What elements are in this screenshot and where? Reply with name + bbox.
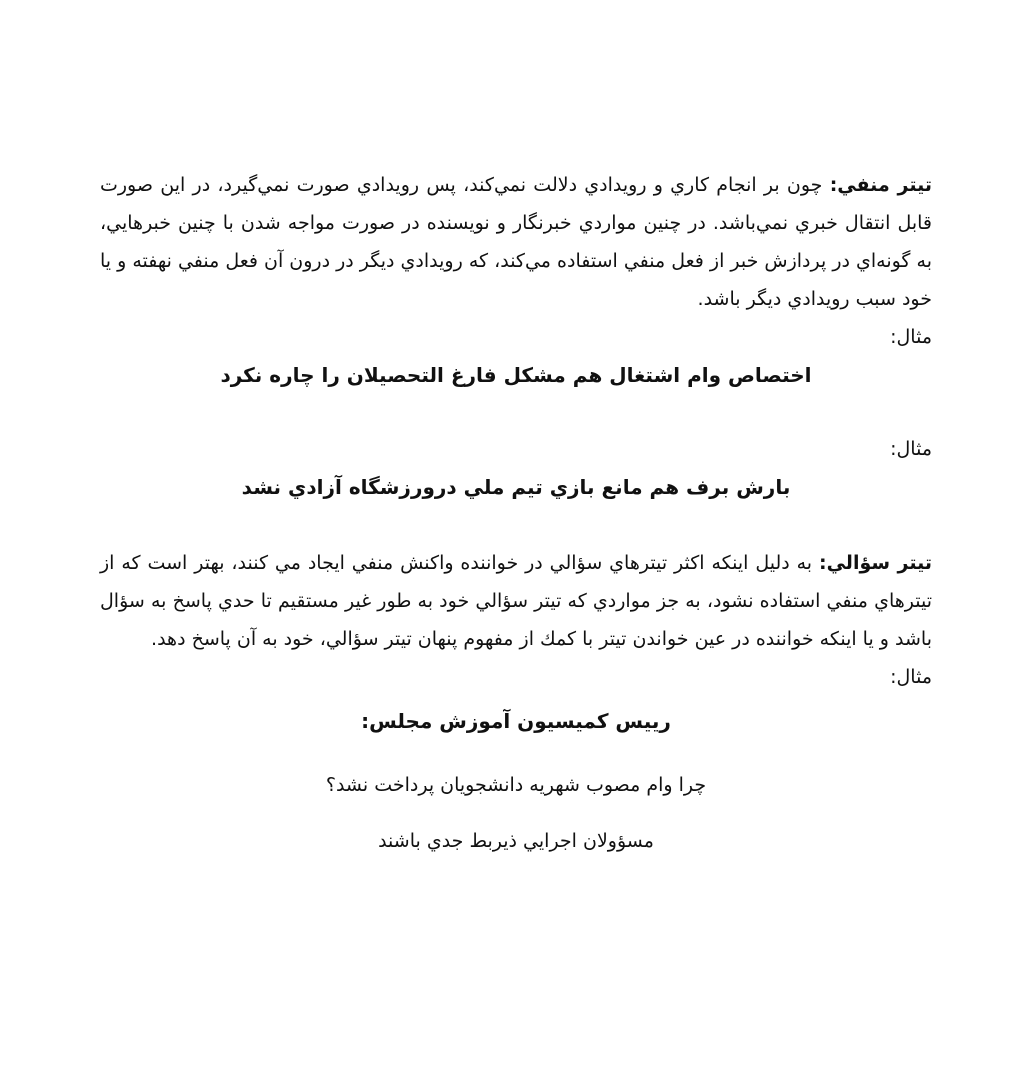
example-kicker-3: رييس كميسيون آموزش مجلس: (361, 709, 671, 733)
example-label-2: مثال: (890, 438, 932, 460)
question-headline-paragraph (100, 544, 932, 658)
example-label-3: مثال: (890, 666, 932, 688)
document-page (100, 166, 932, 860)
negative-headline-text: چون بر انجام كاري و رويدادي دلالت نمي‌كند، پس رويدادي صورت نمي‌گيرد، در اين صورت قابل انتقال خبري نمي‌باشد. در چنين مواردي خبرنگار و نويسنده در صورت مواجه شدن با چنين خبرهايي، به گونه‌اي در پردازش خبر از فعل منفي استفاده مي‌كند، كه رويدادي ديگر در درون آن فعل منفي نهفته و يا خود سبب رويدادي ديگر باشد. (100, 174, 932, 310)
negative-headline-term: تیتر منفي: (829, 174, 932, 196)
example-headline-2: بارش برف هم مانع بازي تيم ملي درورزشگاه آزادي نشد (241, 475, 791, 499)
negative-headline-paragraph (100, 166, 932, 318)
question-headline-text: به دليل اينكه اكثر تيترهاي سؤالي در خواننده واكنش منفي ايجاد مي كنند، بهتر است كه از تيترهاي منفي استفاده نشود، به جز مواردي كه تيتر سؤالي خود به طور غير مستقيم تا حدي پاسخ به سؤال باشد و يا اينكه خواننده در عين خواندن تيتر با كمك از مفهوم پنهان تيتر سؤالي، خود به آن پاسخ دهد. (100, 552, 932, 650)
example-label-1: مثال: (890, 326, 932, 348)
question-headline-term: تیتر سؤالي: (818, 552, 932, 574)
example-subline-3: مسؤولان اجرايي ذيربط جدي باشند (378, 830, 654, 852)
example-headline-3: چرا وام مصوب شهريه دانشجويان پرداخت نشد؟ (325, 774, 707, 796)
example-headline-1: اختصاص وام اشتغال هم مشكل فارغ التحصيلان را چاره نكرد (220, 363, 812, 387)
